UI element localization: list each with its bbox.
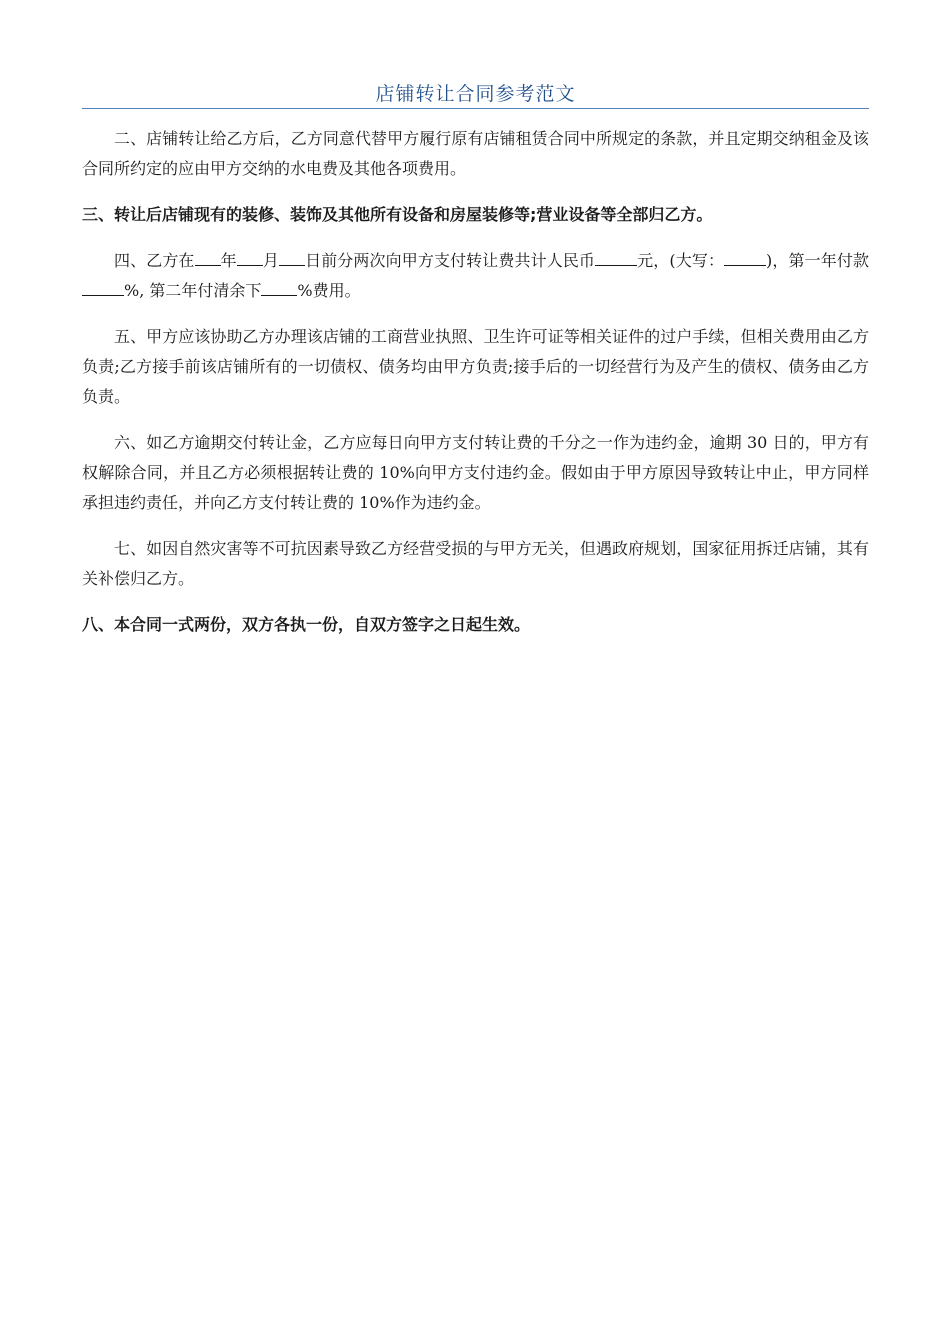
clause-4-text-8: %费用。	[297, 281, 361, 300]
clause-4	[82, 246, 869, 306]
clause-4-text-3: 月	[262, 251, 279, 270]
clause-4-text-4: 日前分两次向甲方支付转让费共计人民币	[304, 251, 596, 270]
clause-7: 七、如因自然灾害等不可抗因素导致乙方经营受损的与甲方无关，但遇政府规划，国家征用拆迁店铺，其有关补偿归乙方。	[82, 539, 869, 588]
first-year-percent-blank	[82, 277, 124, 296]
page-header	[82, 80, 869, 109]
clause-4-text-7: %, 第二年付清余下	[124, 281, 262, 300]
clause-4-text-5: 元，(大写：	[637, 251, 725, 270]
clause-3: 三、转让后店铺现有的装修、装饰及其他所有设备和房屋装修等;营业设备等全部归乙方。	[82, 205, 713, 224]
year-blank	[195, 247, 221, 266]
clause-4-text-6: )，第一年付款	[766, 251, 869, 270]
amount-words-blank	[724, 247, 766, 266]
clause-6: 六、如乙方逾期交付转让金，乙方应每日向甲方支付转让费的千分之一作为违约金，逾期 30 日的，甲方有权解除合同，并且乙方必须根据转让费的 10%向甲方支付违约金。假如由于甲方原因导致转让中止，甲方同样承担违约责任，并向乙方支付转让费的 10%作为违约金。	[82, 433, 869, 512]
clause-4-text-2: 年	[220, 251, 237, 270]
day-blank	[279, 247, 305, 266]
document-title: 店铺转让合同参考范文	[375, 83, 576, 105]
clause-4-text-1: 四、乙方在	[114, 251, 195, 270]
second-year-percent-blank	[261, 277, 297, 296]
clause-2: 二、店铺转让给乙方后，乙方同意代替甲方履行原有店铺租赁合同中所规定的条款，并且定期交纳租金及该合同所约定的应由甲方交纳的水电费及其他各项费用。	[82, 129, 869, 178]
month-blank	[237, 247, 263, 266]
amount-blank	[595, 247, 637, 266]
clause-8: 八、本合同一式两份，双方各执一份，自双方签字之日起生效。	[82, 615, 531, 634]
clause-5: 五、甲方应该协助乙方办理该店铺的工商营业执照、卫生许可证等相关证件的过户手续，但相关费用由乙方负责;乙方接手前该店铺所有的一切债权、债务均由甲方负责;接手后的一切经营行为及产生的债权、债务由乙方负责。	[82, 327, 869, 406]
contract-body	[82, 124, 869, 656]
